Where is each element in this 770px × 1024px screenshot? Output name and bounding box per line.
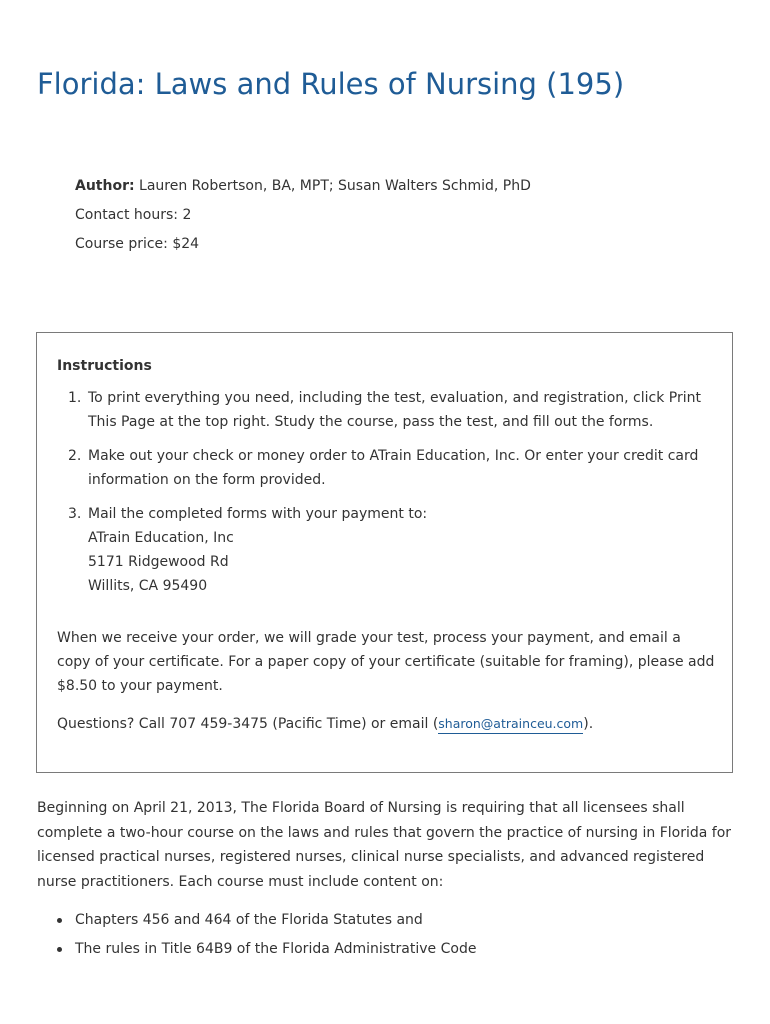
author-value: Lauren Robertson, BA, MPT; Susan Walters Schmid, PhD [139,178,531,194]
instructions-box [36,332,733,773]
list-item-text: Chapters 456 and 464 of the Florida Statutes and [75,912,423,928]
list-item [37,937,737,961]
questions-prefix: Questions? Call 707 459-3475 (Pacific Time) or email ( [57,716,439,732]
bullet-icon [57,918,62,923]
list-item [37,908,737,932]
intro-paragraph: Beginning on April 21, 2013, The Florida Board of Nursing is requiring that all licensees shall complete a two-hour course on the laws and rules that govern the practice of nursing in Florida for licensed practical nurses, registered nurses, clinical nurse specialists, and advanced registered nurse practitioners. Each course must include content on: [37,800,732,890]
bullet-icon [57,947,62,952]
step-text: To print everything you need, including the test, evaluation, and registration, click Print This Page at the top right. Study the course, pass the test, and fill out the forms. [88,390,701,430]
address-line: ATrain Education, Inc [88,530,234,546]
address-line: 5171 Ridgewood Rd [88,554,229,570]
instructions-heading: Instructions [57,358,152,374]
instructions-list [57,386,722,598]
step-number: 1. [68,390,82,406]
order-note: When we receive your order, we will grade your test, process your payment, and email a copy of your certificate. For a paper copy of your certificate (suitable for framing), please add $8.50 to your payment. [57,630,715,694]
content-bullet-list [37,908,737,966]
step-number: 2. [68,448,82,464]
list-item-text: The rules in Title 64B9 of the Florida Administrative Code [75,941,477,957]
page-title: Florida: Laws and Rules of Nursing (195) [37,67,625,101]
questions-suffix: ). [583,716,594,732]
questions-line [57,712,717,736]
author-line [75,172,531,201]
instruction-step [57,502,722,598]
course-meta [75,172,531,259]
step-text: Make out your check or money order to ATrain Education, Inc. Or enter your credit card information on the form provided. [88,448,699,488]
instruction-step [57,386,722,434]
address-line: Willits, CA 95490 [88,578,208,594]
step-text: Mail the completed forms with your payment to: [88,506,428,522]
instruction-step [57,444,722,492]
step-number: 3. [68,506,82,522]
course-price: Course price: $24 [75,236,200,252]
contact-hours: Contact hours: 2 [75,207,192,223]
author-label: Author: [75,178,135,194]
email-link[interactable]: sharon@atrainceu.com [438,716,583,734]
